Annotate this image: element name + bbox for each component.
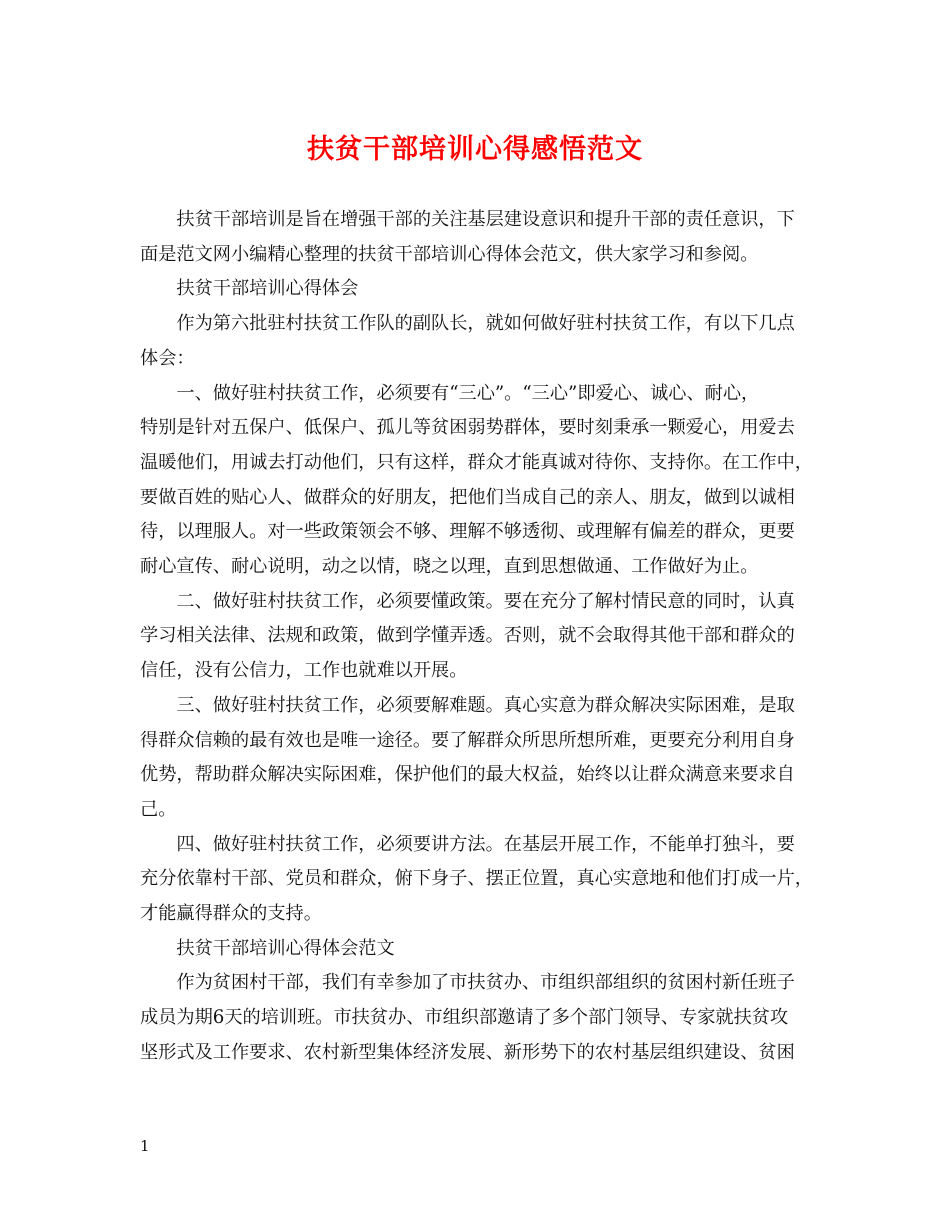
paragraph	[140, 966, 814, 1070]
paragraph-line: 信任，没有公信力，工作也就难以开展。	[140, 660, 468, 682]
paragraph-line: 要做百姓的贴心人、做群众的好朋友，把他们当成自己的亲人、朋友，做到以诚相	[140, 486, 795, 508]
document-body	[140, 203, 814, 1071]
paragraph-line: 才能赢得群众的支持。	[140, 903, 322, 925]
paragraph-line: 作为贫困村干部，我们有幸参加了市扶贫办、市组织部组织的贫困村新任班子	[176, 972, 795, 994]
paragraph-line: 己。	[140, 798, 177, 820]
paragraph-line: 面是范文网小编精心整理的扶贫干部培训心得体会范文，供大家学习和参阅。	[140, 243, 759, 265]
paragraph-line: 扶贫干部培训心得体会	[176, 278, 359, 300]
paragraph-line: 充分依靠村干部、党员和群众，俯下身子、摆正位置，真心实意地和他们打成一片，	[140, 868, 813, 890]
paragraph-line: 一、做好驻村扶贫工作，必须要有“三心”。“三心”即爱心、诚心、耐心，	[176, 382, 760, 404]
paragraph-line: 三、做好驻村扶贫工作，必须要解难题。真心实意为群众解决实际困难，是取	[176, 694, 795, 716]
paragraph	[140, 377, 814, 585]
paragraph-line: 四、做好驻村扶贫工作，必须要讲方法。在基层开展工作，不能单打独斗，要	[176, 833, 795, 855]
page-number: 1	[140, 1137, 150, 1155]
paragraph	[140, 203, 814, 272]
paragraph-line: 耐心宣传、耐心说明，动之以情，晓之以理，直到思想做通、工作做好为止。	[140, 556, 759, 578]
paragraph-line: 扶贫干部培训是旨在增强干部的关注基层建设意识和提升干部的责任意识，下	[176, 209, 795, 230]
paragraph-line: 作为第六批驻村扶贫工作队的副队长，就如何做好驻村扶贫工作，有以下几点	[176, 313, 795, 335]
paragraph-line: 特别是针对五保户、低保户、孤儿等贫困弱势群体，要时刻秉承一颗爱心，用爱去	[140, 417, 795, 439]
paragraph	[140, 272, 814, 307]
paragraph-line: 优势，帮助群众解决实际困难，保护他们的最大权益，始终以让群众满意来要求自	[140, 764, 795, 786]
paragraph-line: 成员为期6天的培训班。市扶贫办、市组织部邀请了多个部门领导、专家就扶贫攻	[140, 1007, 789, 1029]
paragraph-line: 体会：	[140, 347, 195, 369]
paragraph	[140, 828, 814, 932]
paragraph	[140, 689, 814, 828]
paragraph	[140, 585, 814, 689]
paragraph-line: 扶贫干部培训心得体会范文	[176, 937, 395, 959]
document-title: 扶贫干部培训心得感悟范文	[307, 134, 643, 165]
paragraph-line: 学习相关法律、法规和政策，做到学懂弄透。否则，就不会取得其他干部和群众的	[140, 625, 795, 647]
paragraph-line: 待，以理服人。对一些政策领会不够、理解不够透彻、或理解有偏差的群众，更要	[140, 521, 795, 543]
paragraph	[140, 932, 814, 967]
paragraph-line: 坚形式及工作要求、农村新型集体经济发展、新形势下的农村基层组织建设、贫困	[140, 1041, 795, 1063]
paragraph	[140, 307, 814, 376]
paragraph-line: 得群众信赖的最有效也是唯一途径。要了解群众所思所想所难，更要充分利用自身	[140, 729, 795, 751]
paragraph-line: 温暖他们，用诚去打动他们，只有这样，群众才能真诚对待你、支持你。在工作中，	[140, 451, 813, 473]
paragraph-line: 二、做好驻村扶贫工作，必须要懂政策。要在充分了解村情民意的同时，认真	[176, 590, 795, 612]
